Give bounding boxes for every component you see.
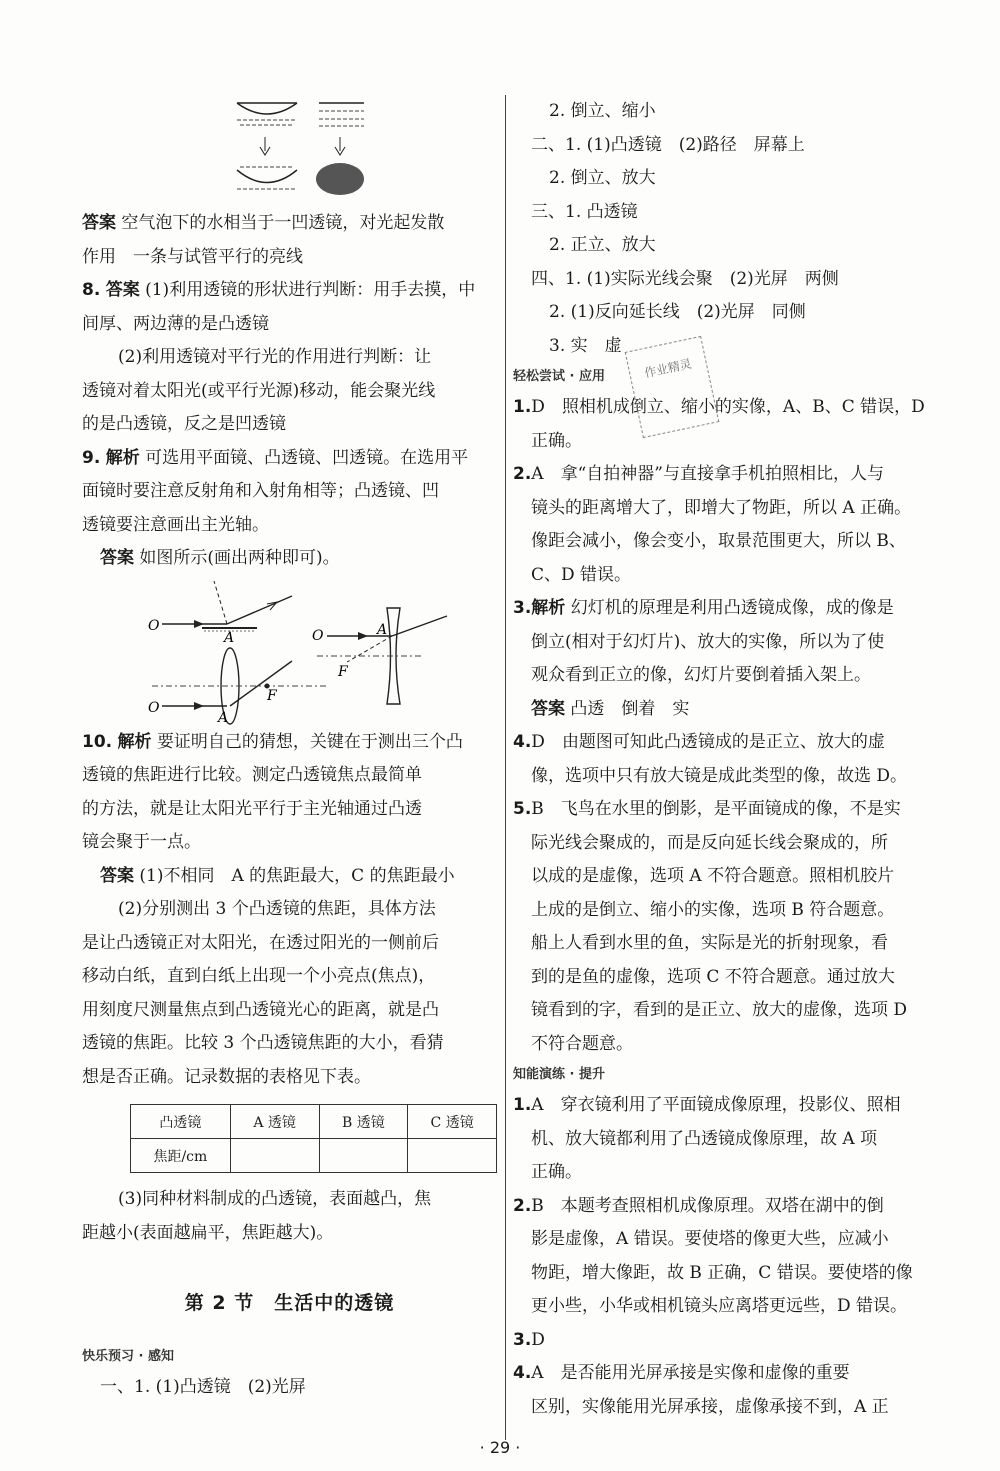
watermark-stamp: 作业精灵 [625,336,720,438]
q10-answer-line6: 透镜的焦距。比较 3 个凸透镜焦距的大小，看猜 [82,1033,444,1053]
q8-line2: 间厚、两边薄的是凸透镜 [82,313,269,334]
svg-text:A: A [224,629,235,646]
try-q5-line4: 上成的是倒立、缩小的实像，选项 B 符合题意。 [531,899,895,920]
svg-text:F: F [338,663,348,680]
section-label-practice: 知能演练 · 提升 [513,1067,605,1082]
try-q5-line5: 船上人看到水里的鱼，实际是光的折射现象，看 [531,933,888,953]
focal-length-table [130,1104,497,1173]
table-cell [230,1139,319,1173]
try-q5-line8: 不符合题意。 [531,1033,633,1054]
q7-answer-line1: 答案 空气泡下的水相当于一凹透镜，对光起发散 [82,213,445,233]
preview-line3: 二、1. (1)凸透镜 (2)路径 屏幕上 [531,134,805,155]
preview-line4: 2. 倒立、放大 [549,168,656,188]
table-cell [319,1139,408,1173]
try-q2-line3: 像距会减小，像会变小，取景范围更大，所以 B、 [531,531,906,551]
svg-text:O: O [148,699,160,716]
q10-answer-line9: 距越小(表面越扁平，焦距越大)。 [82,1222,334,1243]
try-q3-line1: 3.解析 幻灯机的原理是利用凸透镜成像，成的像是 [513,598,894,618]
preview-line6: 2. 正立、放大 [549,235,656,255]
q8-line4: 透镜对着太阳光(或平行光源)移动，能会聚光线 [82,380,436,401]
table-cell [408,1139,497,1173]
q9-answer: 答案 如图所示(画出两种即可)。 [100,548,340,568]
svg-text:F: F [267,687,277,704]
svg-text:A: A [377,621,388,638]
table-header-cell: A 透镜 [230,1105,319,1139]
practice-q4-line1: 4.A 是否能用光屏承接是实像和虚像的重要 [513,1363,850,1383]
table-header-cell: C 透镜 [408,1105,497,1139]
q10-answer-line2: (2)分别测出 3 个凸透镜的焦距，具体方法 [118,899,436,919]
q9-line1: 9. 解析 可选用平面镜、凸透镜、凹透镜。在选用平 [82,447,469,468]
q10-line4: 镜会聚于一点。 [82,832,201,852]
practice-q3: 3.D [513,1329,545,1350]
svg-text:O: O [312,627,324,644]
section-label-try: 轻松尝试 · 应用 [513,369,605,384]
preview-line5: 三、1. 凸透镜 [531,201,638,222]
practice-q2-line1: 2.B 本题考查照相机成像原理。双塔在湖中的倒 [513,1195,884,1216]
q10-answer-line3: 是让凸透镜正对太阳光，在透过阳光的一侧前后 [82,932,439,953]
optics-figure [82,576,497,726]
lens-bubble-figure [82,95,497,207]
q10-line1: 10. 解析 要证明自己的猜想，关键在于测出三个凸 [82,731,463,752]
try-q3-line2: 倒立(相对于幻灯片)、放大的实像，所以为了使 [531,631,885,652]
q10-line2: 透镜的焦距进行比较。测定凸透镜焦点最简单 [82,765,422,785]
preview-line8: 2. (1)反向延长线 (2)光屏 同侧 [549,302,806,322]
section-label-preview: 快乐预习 · 感知 [82,1349,174,1364]
table-header-cell: B 透镜 [319,1105,408,1139]
q8-line1: 8. 答案 (1)利用透镜的形状进行判断：用手去摸，中 [82,280,476,300]
q10-answer-line1: 答案 (1)不相同 A 的焦距最大，C 的焦距最小 [100,865,455,886]
try-q5-line1: 5.B 飞鸟在水里的倒影，是平面镜成的像，不是实 [513,799,901,819]
practice-q4-line2: 区别，实像能用光屏承接，虚像承接不到，A 正 [531,1396,889,1417]
section-title: 第 2 节 生活中的透镜 [184,1292,395,1314]
try-q4-line1: 4.D 由题图可知此凸透镜成的是正立、放大的虚 [513,732,885,752]
try-q5-line2: 际光线会聚成的，而是反向延长线会聚成的，所 [531,832,888,853]
bubble-lens-diagram [82,95,497,207]
practice-q2-line3: 物距，增大像距，故 B 正确，C 错误。要使塔的像 [531,1262,913,1283]
preview-line2: 2. 倒立、缩小 [549,101,656,121]
try-q3-answer: 答案 凸透 倒着 实 [531,698,690,719]
q9-line3: 透镜要注意画出主光轴。 [82,514,269,535]
try-q2-line2: 镜头的距离增大了，即增大了物距，所以 A 正确。 [531,497,912,518]
try-q5-line7: 镜看到的字，看到的是正立、放大的虚像，选项 D [531,1000,908,1020]
q10-line3: 的方法，就是让太阳光平行于主光轴通过凸透 [82,798,422,819]
q10-answer-line8: (3)同种材料制成的凸透镜，表面越凸，焦 [118,1189,432,1209]
table-header-row [131,1105,497,1139]
q7-answer-line2: 作用 一条与试管平行的亮线 [82,246,303,267]
q10-answer-line7: 想是否正确。记录数据的表格见下表。 [82,1066,371,1087]
try-q2-line4: C、D 错误。 [531,564,632,585]
table-header-cell: 凸透镜 [131,1105,231,1139]
try-q1-line2: 正确。 [531,430,582,451]
preview-line7: 四、1. (1)实际光线会聚 (2)光屏 两侧 [531,268,839,289]
q9-line2: 面镜时要注意反射角和入射角相等；凸透镜、凹 [82,481,439,501]
table-row-label: 焦距/cm [131,1139,231,1173]
try-q3-line3: 观众看到正立的像，幻灯片要倒着插入架上。 [531,665,871,685]
q10-answer-line5: 用刻度尺测量焦点到凸透镜光心的距离，就是凸 [82,999,439,1020]
q8-line3: (2)利用透镜对平行光的作用进行判断：让 [118,347,432,367]
column-divider [505,95,506,1440]
preview-line1: 一、1. (1)凸透镜 (2)光屏 [100,1377,306,1397]
try-q4-line2: 像，选项中只有放大镜是成此类型的像，故选 D。 [531,765,908,786]
try-q5-line3: 以成的是虚像，选项 A 不符合题意。照相机胶片 [531,866,895,886]
try-q5-line6: 到的是鱼的虚像，选项 C 不符合题意。通过放大 [531,966,895,987]
practice-q1-line3: 正确。 [531,1162,582,1182]
svg-text:A: A [218,709,229,726]
try-q1-line1: 1.D 照相机成倒立、缩小的实像，A、B、C 错误，D [513,397,925,417]
try-q2-line1: 2.A 拿“自拍神器”与直接拿手机拍照相比，人与 [513,464,884,484]
q8-line5: 的是凸透镜，反之是凹透镜 [82,414,286,434]
page-number: · 29 · [479,1438,521,1457]
ray-diagrams [82,576,497,726]
preview-line9: 3. 实 虚 [549,335,622,356]
left-column [82,95,497,1405]
practice-q2-line4: 更小些，小华或相机镜头应离塔更远些，D 错误。 [531,1296,908,1316]
q10-answer-line4: 移动白纸，直到白纸上出现一个小亮点(焦点)， [82,966,436,986]
table-row [131,1139,497,1173]
practice-q1-line1: 1.A 穿衣镜利用了平面镜成像原理，投影仪、照相 [513,1095,901,1115]
practice-q1-line2: 机、放大镜都利用了凸透镜成像原理，故 A 项 [531,1128,878,1149]
practice-q2-line2: 影是虚像，A 错误。要使塔的像更大些，应减小 [531,1229,889,1249]
svg-text:O: O [148,617,160,634]
right-column [513,95,933,1424]
